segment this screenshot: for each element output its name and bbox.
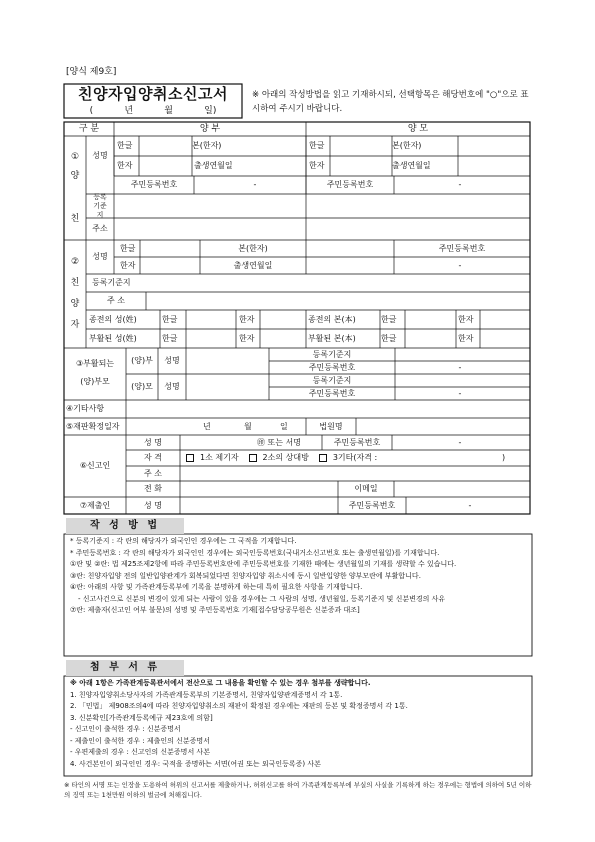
s1-father-birth: 출생연월일 [194,161,233,170]
section2-label-c: 자 [70,320,80,330]
guide-line-5: ④란: 아래의 사항 및 가족관계등록부에 기록을 분명하게 하는데 특히 필요한 사항을 기재합니다. [70,583,363,591]
s2-birth: 출생연월일 [233,260,273,270]
section1-label-b: 친 [70,213,80,224]
section4-label: ④기타사항 [66,404,105,413]
attach-line-7: - 우편제출의 경우 : 신고인의 신분증명서 사본 [70,748,210,756]
s3-father-label: (양)부 [131,356,153,365]
s2-prev-surname-hangul: 한글 [162,314,178,324]
opt2-checkbox[interactable] [249,454,257,462]
s2-restored-bon-hanja: 한자 [458,333,474,343]
s6-seal: ㊞ 또는 서명 [257,437,301,447]
s2-rrn-dash: - [458,260,462,270]
s6-qual-label: 자 격 [144,453,162,462]
s3-father-name: 성명 [164,356,180,365]
s6-name-label: 성 명 [144,437,162,447]
s2-restored-surname-hanja: 한자 [239,333,255,343]
s2-restored-bon-hangul: 한글 [381,333,397,343]
guide-line-3: ①란 및 ②란: 법 제25조제2항에 따라 주민등록번호란에 주민등록번호를 기재한 때에는 생년월일의 기재를 생략할 수 있습니다. [70,560,457,568]
s2-restored-bon: 부활된 본(本) [308,333,356,343]
guide-line-1: * 등록기준지 : 각 란의 해당자가 외국인인 경우에는 그 국적을 기재합니다. [70,537,297,545]
s1-father-bon: 본(한자) [192,141,222,150]
section3-title: ③부활되는 [75,359,115,368]
s1-father-hanja: 한자 [117,161,133,170]
form-title: 친양자입양취소신고서 [78,84,228,103]
s3-mother-label: (양)모 [131,382,153,391]
s1-mother-rrn-dash: - [458,180,462,189]
attach-line-6: - 제출인이 출석한 경우 : 제출인의 신분증명서 [70,736,210,745]
section3-sub: (양)부모 [80,377,110,386]
s2-rrn-label: 주민등록번호 [438,243,486,253]
opt1-checkbox[interactable] [186,454,194,462]
attach-list [70,678,526,770]
guide-line-4: ③란: 친양자입양 전의 일반입양관계가 회복되었다면 친양자입양 취소시에 동시 일반입양한 양부모란에 부활합니다. [70,571,421,580]
guide-line-2: * 주민등록번호 : 각 란의 해당자가 외국인인 경우에는 외국인등록번호(국내거소신고번호 또는 출생연월일)를 기재합니다. [70,548,440,557]
s2-restored-surname: 부활된 성(姓) [89,333,137,343]
guide-title: 작 성 방 법 [66,518,184,534]
s3-father-reg: 등록기준지 [312,349,352,359]
section6-label: ⑥신고인 [79,461,111,470]
s5-day: 일 [280,421,288,431]
attach-title: 첨 부 서 류 [66,660,184,676]
s1-father-hangul: 한글 [117,141,133,150]
s2-restored-surname-hangul: 한글 [162,333,178,343]
header-yangbu: 양 부 [199,123,221,134]
guide-line-7: ⑦란: 제출자(신고인 여부 불문)의 성명 및 주민등록번호 기재[접수담당공무원은 신분증과 대조] [70,606,360,614]
section2-label-a: 친 [70,278,80,288]
s1-father-rrn-label: 주민등록번호 [130,180,178,189]
s6-rrn-dash: - [458,437,462,447]
s6-email-label: 이메일 [354,484,378,493]
date-row [64,104,242,118]
date-month: 월 [164,105,173,116]
section1-label-a: 양 [70,170,80,181]
s6-rrn-label: 주민등록번호 [333,437,381,447]
s2-prev-bon-hanja: 한자 [458,314,474,324]
attach-line-3: 2. 「민법」 제908조의4에 따라 친양자입양취소의 재판이 확정된 경우에는 재판의 등본 및 확정증명서 각 1통. [70,702,408,710]
s1-father-rrn-dash: - [253,180,257,189]
opt3-label: 3기타(자격 : [332,453,378,462]
s7-rrn-dash: - [468,500,472,510]
date-year: 년 [124,105,134,116]
footer-warning: ※ 타인의 서명 또는 인장을 도용하여 허위의 신고서를 제출하거나, 허위신고를 하여 가족관계등록부에 부실의 사실을 기록하게 하는 경우에는 형법에 의하여 5년 이하의 징역 또는 1천만원 이하의 벌금에 처해집니다. [64,781,532,799]
s1-name-label: 성명 [92,151,108,160]
attach-line-5: - 신고인이 출석한 경우 : 신분증명서 [70,725,181,733]
s3-father-rrn-dash: - [458,362,462,372]
s5-year: 년 [203,421,211,431]
s1-addr-label: 주소 [92,224,108,233]
s1-mother-bon: 본(한자) [392,141,422,150]
opt3-close: ) [502,453,506,462]
s2-reg-label: 등록기준지 [92,278,131,287]
s2-bon: 본(한자) [238,243,268,253]
s3-father-rrn: 주민등록번호 [308,362,356,372]
guide-line-6: - 신고사건으로 신분의 변경이 있게 되는 사람이 있을 경우에는 그 사람의 성명, 생년월일, 등록기준지 및 신분변경의 사유 [78,594,446,603]
s5-court: 법원명 [319,421,343,431]
opt1-label: 1소 제기자 [200,453,239,462]
s2-prev-surname-hanja: 한자 [239,314,255,324]
s7-name-label: 성 명 [144,500,162,510]
s6-addr-label: 주 소 [144,468,162,478]
s5-month: 월 [244,421,252,431]
s2-prev-bon: 종전의 본(本) [308,314,356,324]
section1-label [64,136,86,240]
attach-line-2: 1. 친양자입양취소당사자의 가족관계등록부의 기본증명서, 친양자입양관계증명서 각 1통. [70,690,343,699]
date-open: ( [89,105,94,116]
s2-prev-bon-hangul: 한글 [381,314,397,324]
s2-hangul: 한글 [120,243,136,253]
opt3-checkbox[interactable] [319,454,327,462]
s2-name-label: 성명 [92,252,108,261]
s1-mother-hanja: 한자 [309,161,325,170]
s6-qual-options [186,450,377,466]
s3-mother-rrn: 주민등록번호 [308,388,356,398]
s1-reg-label: 등록기준지 [93,192,107,219]
s7-rrn-label: 주민등록번호 [348,500,396,510]
section1-num: ① [70,151,80,162]
s3-mother-name: 성명 [164,382,180,391]
section7-label: ⑦제출인 [79,500,111,510]
opt2-label: 2소의 상대방 [262,453,309,462]
s1-mother-hangul: 한글 [309,141,325,150]
section3-label [64,348,126,398]
section2-label [64,240,86,348]
attach-line-1: ※ 아래 1항은 가족관계등록관서에서 전산으로 그 내용을 확인할 수 있는 경우 첨부를 생략합니다. [70,679,371,687]
section5-label: ⑤재판확정일자 [66,421,120,431]
form-label: [양식 제9호] [66,66,117,77]
guide-list [70,536,526,617]
section2-num: ② [70,257,80,267]
s2-hanja: 한자 [120,260,136,270]
section2-label-b: 양 [70,299,80,309]
date-day: 일) [204,105,217,116]
s1-mother-rrn-label: 주민등록번호 [326,180,374,189]
s2-prev-surname: 종전의 성(姓) [89,314,137,324]
s3-mother-rrn-dash: - [458,388,462,398]
s2-addr-label: 주 소 [107,296,125,305]
s1-mother-birth: 출생연월일 [392,161,431,170]
s6-phone-label: 전 화 [144,484,162,493]
attach-line-8: 4. 사건본인이 외국인인 경우: 국적을 증명하는 서면(여권 또는 외국인등록증) 사본 [70,759,321,768]
header-gubun: 구 분 [78,123,100,134]
header-yangmo: 양 모 [407,123,429,134]
attach-line-4: 3. 신분확인[가족관계등록예규 제23호에 의함] [70,713,213,722]
instruction-text: ※ 아래의 작성방법을 읽고 기재하시되, 선택항목은 해당번호에 "○"으로 표시하여 주시기 바랍니다. [252,90,529,114]
s3-mother-reg: 등록기준지 [312,375,352,385]
